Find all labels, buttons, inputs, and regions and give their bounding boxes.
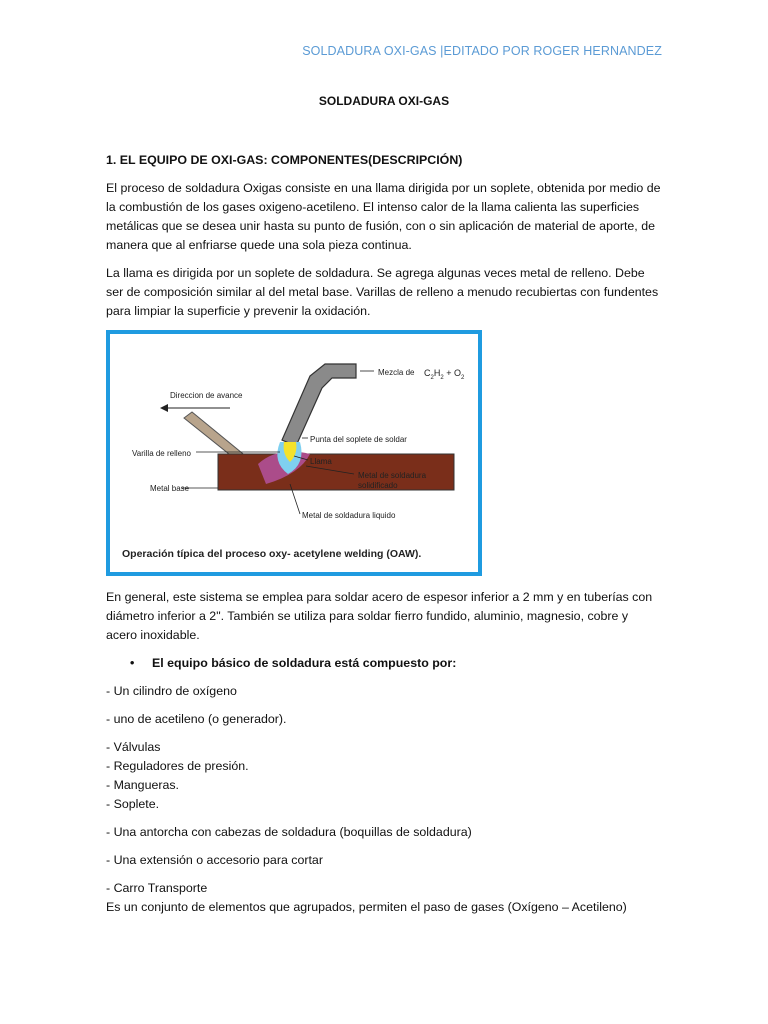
direction-arrowhead	[160, 404, 168, 412]
label-metal-base: Metal base	[150, 484, 190, 493]
label-direccion: Direccion de avance	[170, 391, 243, 400]
figure-caption: Operación típica del proceso oxy- acetylene welding (OAW).	[122, 548, 422, 560]
list-item: - Mangueras.	[106, 778, 180, 792]
list-item: - Un cilindro de oxígeno	[106, 684, 237, 698]
welding-diagram-figure	[106, 330, 482, 576]
list-item: - Soplete.	[106, 797, 160, 811]
label-formula: $C_2H_2 + O_2$	[424, 368, 465, 381]
welding-diagram	[110, 334, 478, 572]
label-varilla: Varilla de relleno	[132, 449, 191, 458]
label-metal-liquido: Metal de soldadura liquido	[302, 511, 396, 520]
paragraph-2: La llama es dirigida por un soplete de soldadura. Se agrega algunas veces metal de relleno. Debe ser de composición similar al del metal base. Varillas de relleno a menudo recubiertas con fundentes para limpiar la superficie y prevenir la oxidación.	[106, 266, 659, 318]
document-body	[106, 151, 662, 926]
torch-shape	[282, 364, 356, 446]
paragraph-3: En general, este sistema se emplea para soldar acero de espesor inferior a 2 mm y en tuberías con diámetro inferior a 2". También se utiliza para soldar fierro fundido, aluminio, magnesio, cobre y acero inoxidable.	[106, 590, 653, 642]
list-item: - Reguladores de presión.	[106, 759, 249, 773]
closing-text: Es un conjunto de elementos que agrupados, permiten el paso de gases (Oxígeno – Acetileno)	[106, 900, 627, 914]
bullet-text: El equipo básico de soldadura está compuesto por:	[152, 656, 457, 670]
label-metal-sold-1: Metal de soldadura	[358, 471, 427, 480]
page-header: SOLDADURA OXI-GAS |EDITADO POR ROGER HERNANDEZ	[302, 44, 662, 58]
label-metal-sold-2: solidificado	[358, 481, 398, 490]
list-item: - Válvulas	[106, 740, 161, 754]
label-punta: Punta del soplete de soldar	[310, 435, 407, 444]
document-title: SOLDADURA OXI-GAS	[318, 94, 450, 108]
list-item: - Una antorcha con cabezas de soldadura (boquillas de soldadura)	[106, 825, 472, 839]
bullet-icon: •	[130, 656, 135, 670]
label-mezcla: Mezcla de	[378, 368, 415, 377]
label-llama: Llama	[310, 457, 332, 466]
list-item: - Carro Transporte	[106, 881, 208, 895]
bullet-item	[106, 654, 662, 673]
paragraph-1: El proceso de soldadura Oxigas consiste en una llama dirigida por un soplete, obtenida por medio de la combustión de los gases oxigeno-acetileno. El intenso calor de la llama calienta las superficies metálicas que se desea unir hasta su punto de fusión, con o sin aplicación de material de aporte, de manera que al enfriarse quede una sola pieza continua.	[106, 181, 661, 252]
section-heading: 1. EL EQUIPO DE OXI-GAS: COMPONENTES(DESCRIPCIÓN)	[106, 153, 463, 167]
list-item: - uno de acetileno (o generador).	[106, 712, 287, 726]
list-item: - Una extensión o accesorio para cortar	[106, 853, 323, 867]
